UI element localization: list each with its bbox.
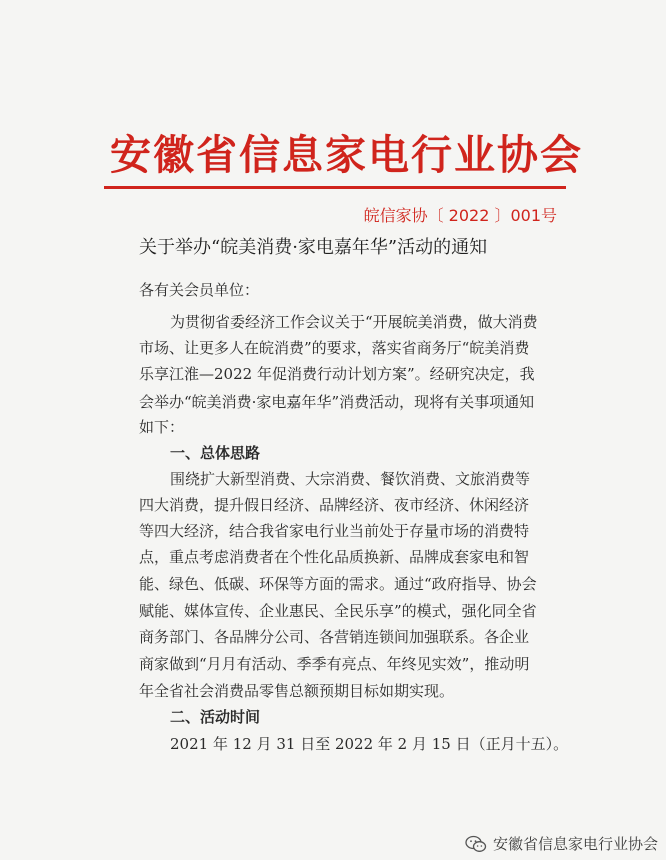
section1-line: 点，重点考虑消费者在个性化品质换新、品牌成套家电和智 bbox=[139, 548, 530, 566]
section1-line: 商务部门、各品牌分公司、各营销连锁间加强联系。各企业 bbox=[139, 628, 530, 646]
section1-line: 四大消费，提升假日经济、品牌经济、夜市经济、休闲经济 bbox=[139, 496, 530, 514]
wechat-account-name: 安徽省信息家电行业协会 bbox=[492, 835, 658, 853]
section1-line: 等四大经济，结合我省家电行业当前处于存量市场的消费特 bbox=[139, 522, 530, 540]
document-title: 关于举办“皖美消费·家电嘉年华”活动的通知 bbox=[139, 237, 488, 258]
section1-line: 能、绿色、低碳、环保等方面的需求。通过“政府指导、协会 bbox=[139, 575, 537, 593]
section1-line: 商家做到“月月有活动、季季有亮点、年终见实效”，推动明 bbox=[139, 655, 530, 673]
section-heading: 一、总体思路 bbox=[170, 444, 261, 462]
org-name-header: 安徽省信息家电行业协会 bbox=[110, 131, 583, 179]
section-heading: 二、活动时间 bbox=[170, 708, 261, 726]
intro-line: 为贯彻省委经济工作会议关于“开展皖美消费，做大消费 bbox=[170, 313, 538, 331]
intro-line: 乐享江淮—2022 年促消费行动计划方案”。经研究决定，我 bbox=[139, 365, 535, 383]
red-divider bbox=[104, 186, 566, 189]
wechat-account-watermark bbox=[465, 833, 658, 854]
section1-line: 赋能、媒体宣传、企业惠民、全民乐享”的模式，强化同全省 bbox=[139, 602, 537, 620]
intro-line: 市场、让更多人在皖消费”的要求，落实省商务厅“皖美消费 bbox=[139, 339, 530, 357]
intro-line: 会举办“皖美消费·家电嘉年华”消费活动，现将有关事项通知 bbox=[139, 393, 535, 411]
salutation: 各有关会员单位： bbox=[139, 281, 260, 299]
document-number: 皖信家协〔 2022 〕001号 bbox=[363, 206, 557, 225]
wechat-icon bbox=[465, 835, 487, 853]
section1-line: 围绕扩大新型消费、大宗消费、餐饮消费、文旅消费等 bbox=[170, 470, 531, 488]
intro-line: 如下： bbox=[139, 418, 185, 436]
section1-line: 年全省社会消费品零售总额预期目标如期实现。 bbox=[139, 682, 455, 700]
section2-line: 2021 年 12 月 31 日至 2022 年 2 月 15 日（正月十五）。 bbox=[170, 735, 569, 753]
